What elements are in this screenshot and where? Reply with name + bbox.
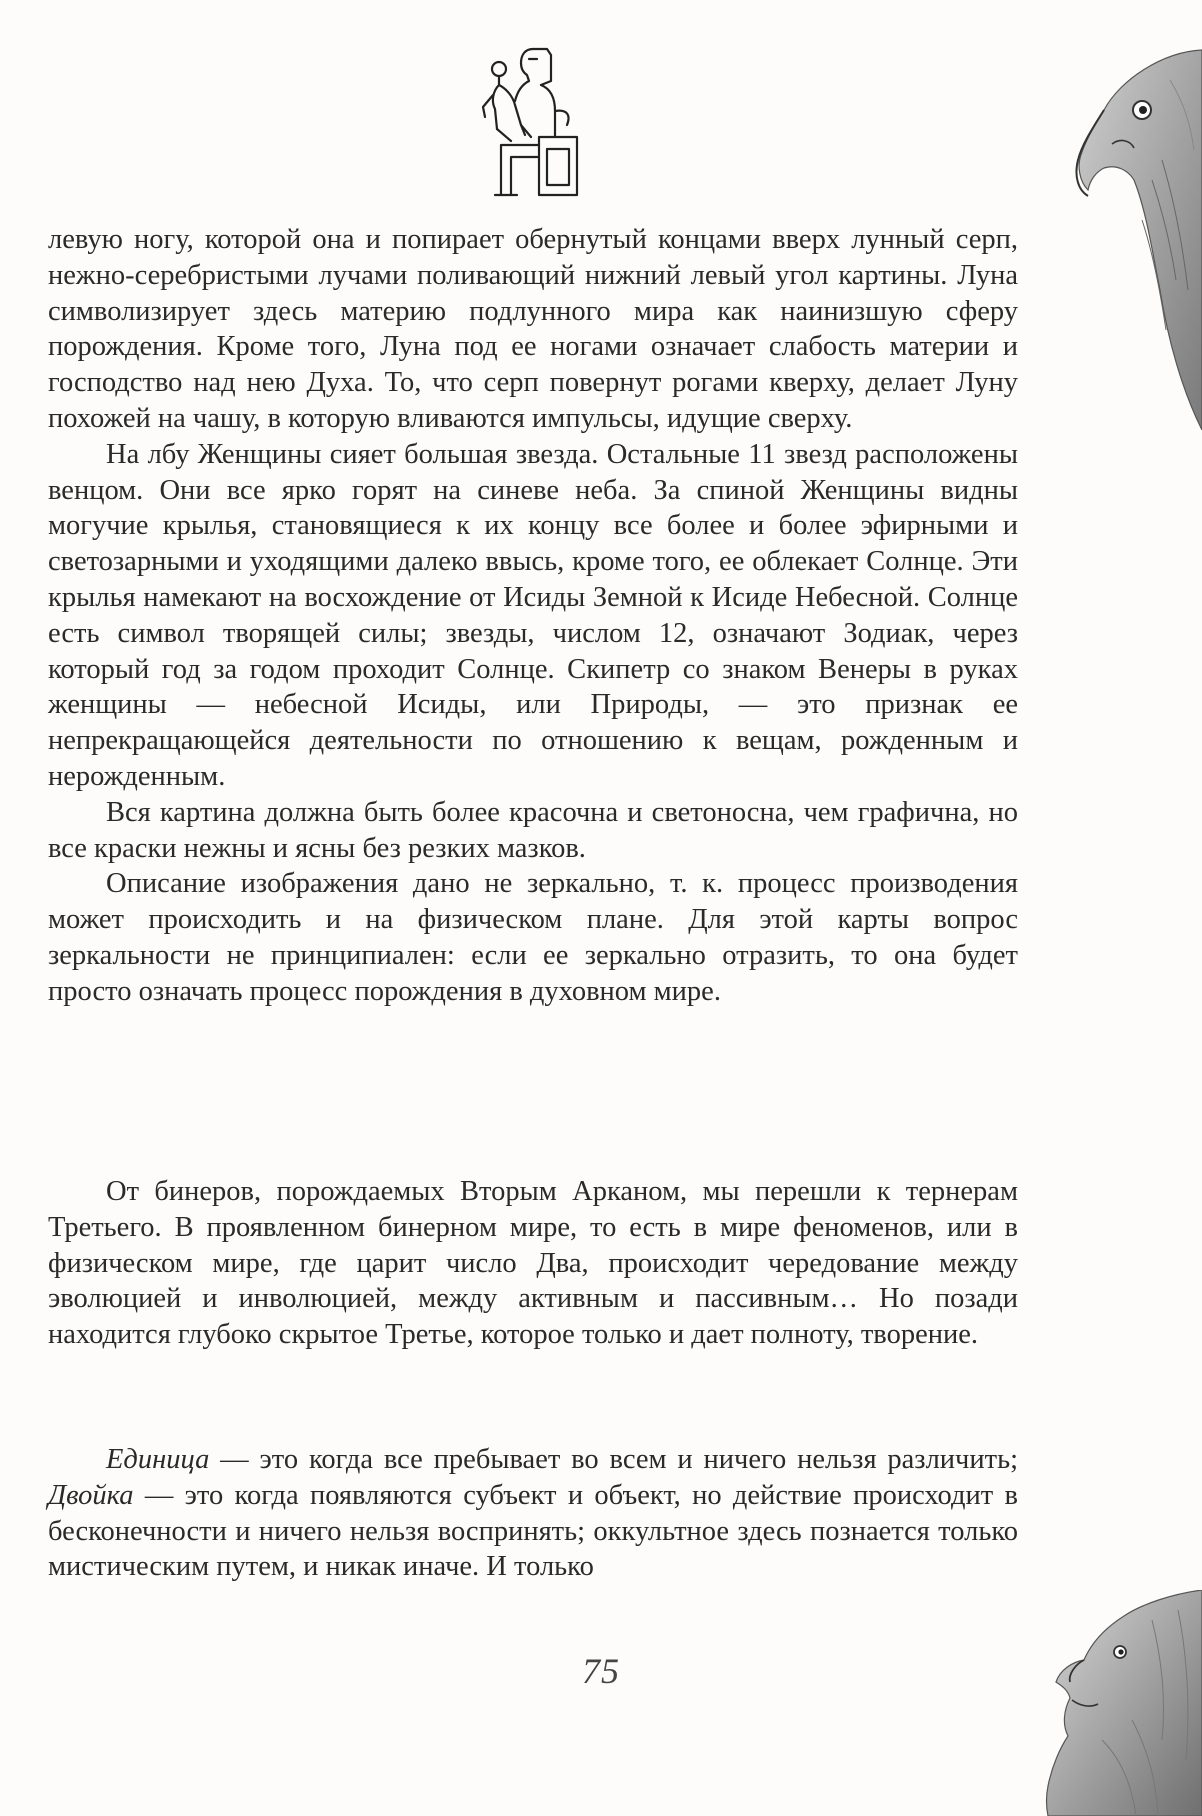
main-text-block (48, 222, 1018, 1010)
paragraph: Вся картина должна быть более красочна и светоносна, чем графична, но все краски нежны и ясны без резких мазков. (48, 796, 1018, 864)
eagle-illustration-icon (1042, 40, 1202, 430)
definition-text: — это когда появляются субъект и объект, но действие происходит в бесконечности и ничего нельзя воспринять; оккультное здесь познается только мистическим путем, и никак иначе. И только (48, 1479, 1018, 1583)
paragraph (48, 1442, 1018, 1585)
paragraph: Описание изображения дано не зеркально, т. к. процесс производения может происходить и на физическом плане. Для этой карты вопрос зеркальности не принципиален: если ее зеркально отразить, то она будет просто означать процесс порождения в духовном мире. (48, 868, 1018, 1007)
paragraph: От бинеров, порождаемых Вторым Арканом, мы перешли к тернерам Третьего. В проявленном бинерном мире, то есть в мире феноменов, или в физическом мире, где царит число Два, происходит чередование между эволюцией и инволюцией, между активным и пассивным… Но позади находится глубоко скрытое Третье, которое только и дает полноту, творение. (48, 1176, 1018, 1351)
term-duality: Двойка (48, 1479, 134, 1511)
paragraph: На лбу Женщины сияет большая звезда. Остальные 11 звезд расположены венцом. Они все ярко горят на синеве неба. За спиной Женщины видны могучие крылья, становящиеся к их концу все более и более эфирными и светозарными и уходящими далеко ввысь, кроме того, ее облекает Солнце. Эти крылья намекают на восхождение от Исиды Земной к Исиде Небесной. Солнце есть символ творящей силы; звезды, числом 12, означают Зодиак, через который год за годом проходит Солнце. Скипетр со знаком Венеры в руках женщины — небесной Исиды, или Природы, — это признак ее непрекращающейся деятельности по отношению к вещам, рожденным и нерожденным. (48, 438, 1018, 792)
page-number: 75 (582, 1651, 620, 1691)
paragraph: левую ногу, которой она и попирает обернутый концами вверх лунный серп, нежно-серебристыми лучами поливающий нижний левый угол картины. Луна символизирует здесь материю подлунного мира как наинизшую сферу порождения. Кроме того, Луна под ее ногами означает слабость материи и господство над нею Духа. То, что серп повернут рогами кверху, делает Луну похожей на чашу, в которую вливаются импульсы, идущие сверху. (48, 224, 1018, 434)
definitions-text-block (48, 1442, 1018, 1585)
egyptian-throne-emblem-icon (455, 45, 605, 205)
term-unity: Единица (106, 1444, 210, 1475)
definition-text: — это когда все пребывает во всем и ничего нельзя различить; (209, 1444, 1018, 1475)
section-text-block (48, 1174, 1018, 1353)
lion-illustration-icon (952, 1590, 1202, 1816)
